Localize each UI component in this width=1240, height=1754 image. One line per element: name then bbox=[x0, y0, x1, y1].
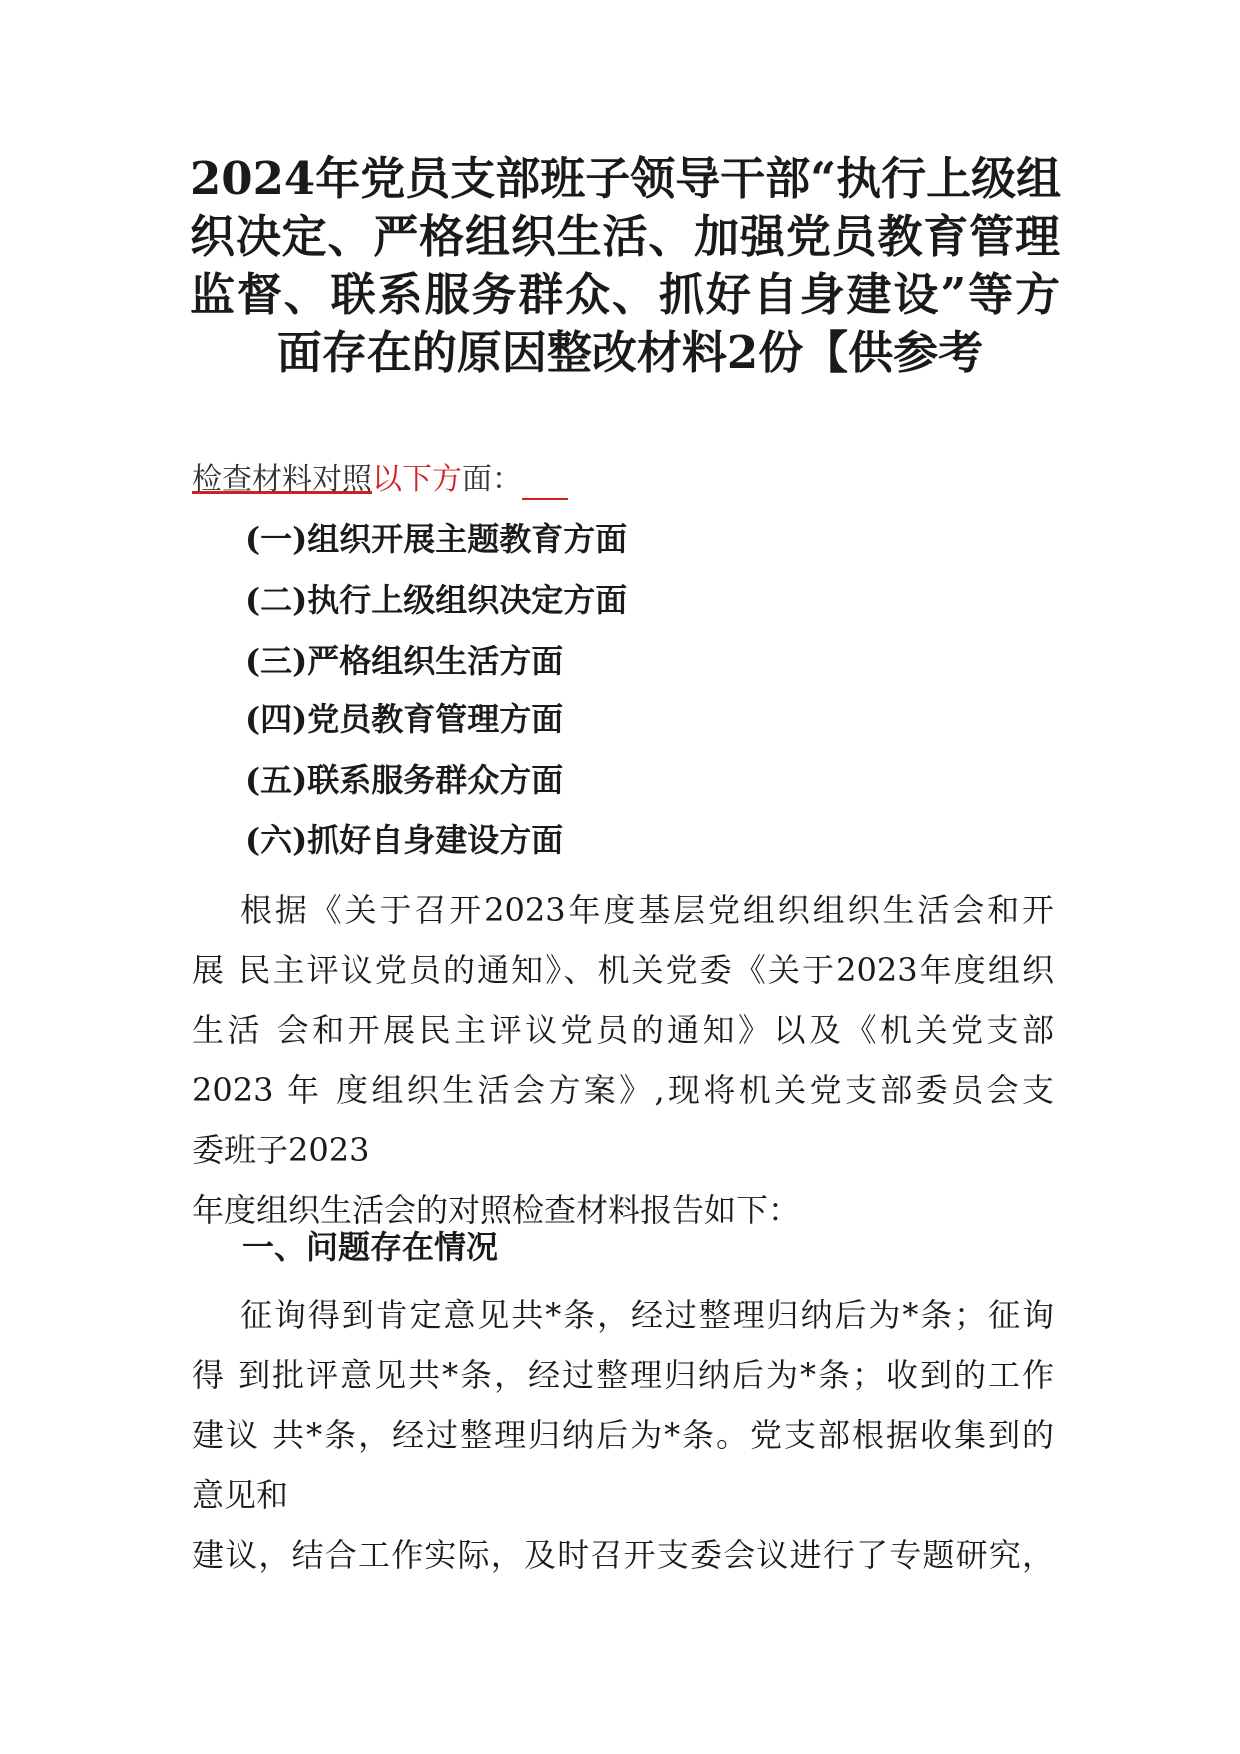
paragraph-line: 征询得到肯定意见共*条，经过整理归纳后为*条；征询 bbox=[240, 1296, 1054, 1334]
title-line: 2024年党员支部班子领导干部“执行上级组 bbox=[190, 152, 1062, 205]
body-paragraph bbox=[192, 1285, 1054, 1585]
title-line: 监督、联系服务群众、抓好自身建设”等方 bbox=[190, 268, 1060, 321]
section-heading: 一、问题存在情况 bbox=[242, 1228, 499, 1266]
document-title bbox=[190, 150, 1060, 382]
list-item: (三)严格组织生活方面 bbox=[245, 642, 564, 680]
list-item: (二)执行上级组织决定方面 bbox=[245, 581, 628, 619]
list-item: (五)联系服务群众方面 bbox=[245, 761, 564, 799]
lead-tail: 面： bbox=[462, 462, 522, 497]
list-item: (四)党员教育管理方面 bbox=[245, 700, 564, 738]
paragraph-line: 2023 年 度组织生活会方案》,现将机关党支部委员会支 bbox=[192, 1071, 1054, 1109]
lead-text: 检查材料对照 bbox=[192, 462, 372, 497]
underline-blank bbox=[522, 468, 568, 500]
paragraph-line: 建议 共*条，经过整理归纳后为*条。党支部根据收集到的 bbox=[192, 1416, 1054, 1454]
paragraph-line: 委班子2023 bbox=[192, 1131, 370, 1169]
list-item: (六)抓好自身建设方面 bbox=[245, 821, 564, 859]
body-paragraph bbox=[192, 880, 1054, 1240]
lead-line bbox=[192, 460, 568, 500]
lead-highlight: 以下方 bbox=[372, 462, 462, 497]
paragraph-line: 建议，结合工作实际，及时召开支委会议进行了专题研究， bbox=[192, 1536, 1054, 1574]
paragraph-line: 得 到批评意见共*条，经过整理归纳后为*条；收到的工作 bbox=[192, 1356, 1054, 1394]
paragraph-line: 根据《关于召开2023年度基层党组织组织生活会和开 bbox=[240, 891, 1054, 929]
title-line: 面存在的原因整改材料2份【供参考 bbox=[276, 326, 984, 379]
title-line: 织决定、严格组织生活、加强党员教育管理 bbox=[190, 210, 1060, 263]
list-item: (一)组织开展主题教育方面 bbox=[245, 520, 628, 558]
paragraph-line: 意见和 bbox=[192, 1476, 289, 1514]
paragraph-line: 生活 会和开展民主评议党员的通知》以及《机关党支部 bbox=[192, 1011, 1054, 1049]
paragraph-line: 年度组织生活会的对照检查材料报告如下： bbox=[192, 1191, 801, 1229]
paragraph-line: 展 民主评议党员的通知》、机关党委《关于2023年度组织 bbox=[192, 951, 1054, 989]
